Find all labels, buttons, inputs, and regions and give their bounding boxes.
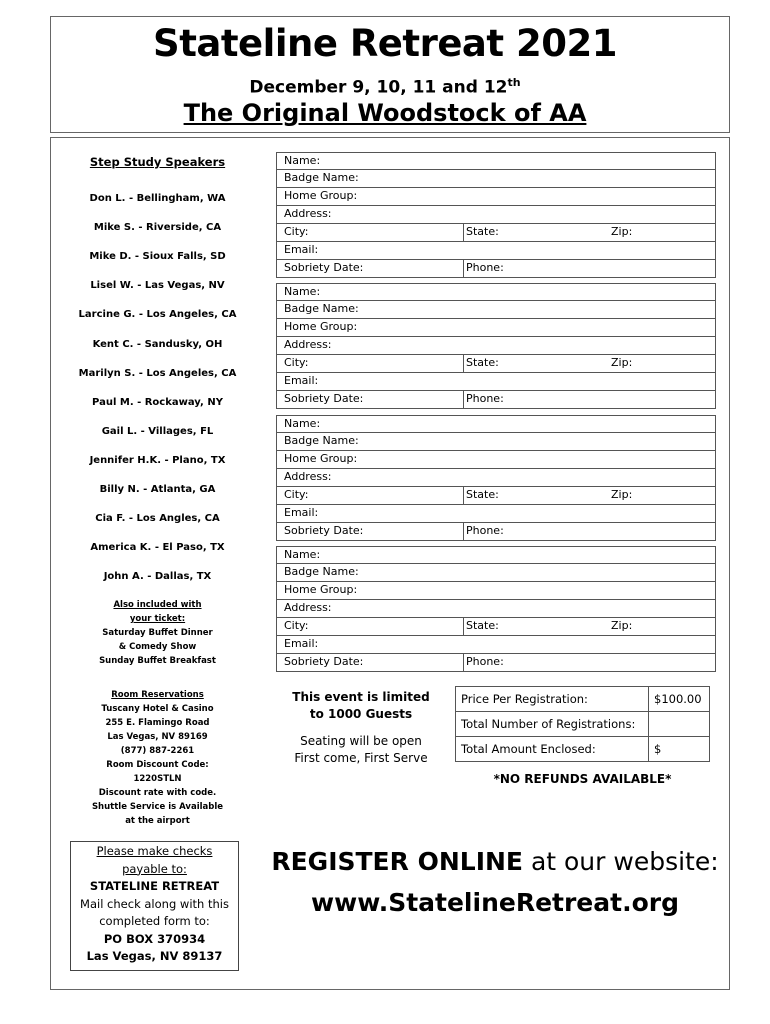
speaker-item: Larcine G. - Los Angeles, CA <box>78 309 237 321</box>
form-label-state: State: <box>463 487 499 504</box>
form-label-home-group: Home Group: <box>284 583 358 596</box>
form-field-name[interactable] <box>276 152 716 170</box>
form-field-email[interactable] <box>276 242 716 260</box>
speaker-item: Paul M. - Rockaway, NY <box>92 396 223 408</box>
form-label-badge-name: Badge Name: <box>284 434 359 447</box>
register-online-line <box>245 845 745 879</box>
form-label-address: Address: <box>284 470 332 483</box>
form-label-name: Name: <box>284 285 321 298</box>
website-link[interactable]: www.StatelineRetreat.org <box>311 888 679 917</box>
form-field-city[interactable] <box>276 487 716 505</box>
count-label: Total Number of Registrations: <box>456 712 649 737</box>
count-value-field[interactable] <box>649 712 710 737</box>
speaker-item: John A. - Dallas, TX <box>103 571 212 583</box>
form-field-city[interactable] <box>276 355 716 373</box>
seating-line: First come, First Serve <box>294 751 428 765</box>
checks-line: completed form to: <box>99 914 210 928</box>
form-label-phone: Phone: <box>463 260 504 277</box>
form-label-city: City: <box>284 488 309 501</box>
pricing-table <box>455 686 710 762</box>
speaker-item: Kent C. - Sandusky, OH <box>92 338 223 350</box>
form-field-badge-name[interactable] <box>276 301 716 319</box>
total-value-field[interactable]: $ <box>649 737 710 762</box>
form-label-zip: Zip: <box>611 356 633 369</box>
form-label-state: State: <box>463 355 499 372</box>
form-label-email: Email: <box>284 374 319 387</box>
form-label-state: State: <box>463 224 499 241</box>
event-dates-main: December 9, 10, 11 and 12 <box>249 77 508 98</box>
included-section <box>60 598 255 668</box>
form-field-name[interactable] <box>276 283 716 301</box>
form-label-email: Email: <box>284 243 319 256</box>
room-info-line: (877) 887-2261 <box>120 746 195 756</box>
form-field-badge-name[interactable] <box>276 433 716 451</box>
form-label-address: Address: <box>284 601 332 614</box>
form-field-badge-name[interactable] <box>276 564 716 582</box>
room-reservations-heading: Room Reservations <box>111 690 204 700</box>
price-row <box>456 687 710 712</box>
no-refunds-note: *NO REFUNDS AVAILABLE* <box>493 772 672 786</box>
form-field-address[interactable] <box>276 469 716 487</box>
form-field-sobriety-date[interactable] <box>276 654 716 672</box>
checks-line: Mail check along with this <box>80 896 229 911</box>
form-label-zip: Zip: <box>611 619 633 632</box>
speaker-item: Lisel W. - Las Vegas, NV <box>90 280 225 292</box>
form-label-badge-name: Badge Name: <box>284 565 359 578</box>
form-label-name: Name: <box>284 154 321 167</box>
form-label-home-group: Home Group: <box>284 452 358 465</box>
speaker-item: Jennifer H.K. - Plano, TX <box>89 454 226 466</box>
form-label-zip: Zip: <box>611 225 633 238</box>
price-value: $100.00 <box>649 687 710 712</box>
page-subtitle: The Original Woodstock of AA <box>183 99 587 127</box>
form-label-badge-name: Badge Name: <box>284 171 359 184</box>
form-field-address[interactable] <box>276 337 716 355</box>
page-title: Stateline Retreat 2021 <box>153 22 617 65</box>
event-dates <box>0 72 770 99</box>
event-limit-note <box>276 689 446 723</box>
form-field-email[interactable] <box>276 505 716 523</box>
form-label-badge-name: Badge Name: <box>284 302 359 315</box>
included-item: & Comedy Show <box>118 642 197 652</box>
form-field-address[interactable] <box>276 600 716 618</box>
checks-payee: STATELINE RETREAT <box>89 879 220 893</box>
form-field-badge-name[interactable] <box>276 170 716 188</box>
speaker-item: Mike S. - Riverside, CA <box>93 222 222 234</box>
checks-line: Please make checks <box>96 844 213 858</box>
speaker-item: America K. - El Paso, TX <box>90 542 225 554</box>
seating-note <box>276 733 446 767</box>
room-info-line: 255 E. Flamingo Road <box>105 718 210 728</box>
form-label-phone: Phone: <box>463 391 504 408</box>
speaker-item: Don L. - Bellingham, WA <box>89 193 226 204</box>
checks-line: payable to: <box>122 861 187 876</box>
form-field-city[interactable] <box>276 618 716 636</box>
included-item: Sunday Buffet Breakfast <box>99 656 216 666</box>
room-info-line: Room Discount Code: <box>106 760 209 770</box>
room-info-line: Las Vegas, NV 89169 <box>107 732 208 742</box>
form-label-name: Name: <box>284 548 321 561</box>
form-field-home-group[interactable] <box>276 582 716 600</box>
form-field-email[interactable] <box>276 373 716 391</box>
form-label-state: State: <box>463 618 499 635</box>
register-online-bold: REGISTER ONLINE <box>271 847 523 876</box>
form-field-home-group[interactable] <box>276 319 716 337</box>
price-label: Price Per Registration: <box>456 687 649 712</box>
seating-line: Seating will be open <box>300 734 422 748</box>
speaker-item: Marilyn S. - Los Angeles, CA <box>78 367 237 379</box>
speakers-heading: Step Study Speakers <box>89 155 226 169</box>
room-info-line: Discount rate with code. <box>98 788 217 798</box>
speaker-item: Billy N. - Atlanta, GA <box>99 484 216 495</box>
form-label-zip: Zip: <box>611 488 633 501</box>
checks-payable-box <box>70 841 239 971</box>
event-dates-suffix: th <box>507 76 521 89</box>
form-field-name[interactable] <box>276 415 716 433</box>
event-limit-line: This event is limited <box>292 690 430 704</box>
form-label-sobriety-date: Sobriety Date: <box>284 655 364 668</box>
form-field-city[interactable] <box>276 224 716 242</box>
form-field-address[interactable] <box>276 206 716 224</box>
form-field-email[interactable] <box>276 636 716 654</box>
form-field-sobriety-date[interactable] <box>276 523 716 541</box>
form-label-home-group: Home Group: <box>284 320 358 333</box>
form-field-sobriety-date[interactable] <box>276 260 716 278</box>
count-row <box>456 712 710 737</box>
form-label-city: City: <box>284 619 309 632</box>
form-label-phone: Phone: <box>463 654 504 671</box>
form-label-address: Address: <box>284 207 332 220</box>
event-limit-line: to 1000 Guests <box>309 707 413 721</box>
form-label-phone: Phone: <box>463 523 504 540</box>
included-heading-1: Also included with <box>113 600 202 610</box>
form-label-email: Email: <box>284 506 319 519</box>
form-label-email: Email: <box>284 637 319 650</box>
form-field-sobriety-date[interactable] <box>276 391 716 409</box>
form-field-name[interactable] <box>276 546 716 564</box>
form-label-sobriety-date: Sobriety Date: <box>284 261 364 274</box>
form-label-home-group: Home Group: <box>284 189 358 202</box>
speaker-item: Cia F. - Los Angles, CA <box>95 513 220 525</box>
checks-po-box: PO BOX 370934 <box>103 931 206 946</box>
form-label-name: Name: <box>284 417 321 430</box>
total-label: Total Amount Enclosed: <box>456 737 649 762</box>
room-info-line: at the airport <box>125 816 190 826</box>
speaker-item: Mike D. - Sioux Falls, SD <box>89 251 226 263</box>
total-row <box>456 737 710 762</box>
included-heading-2: your ticket: <box>129 614 186 624</box>
room-info-line: 1220STLN <box>133 774 182 784</box>
room-info-line: Shuttle Service is Available <box>91 802 224 812</box>
form-field-home-group[interactable] <box>276 451 716 469</box>
form-label-city: City: <box>284 225 309 238</box>
checks-city: Las Vegas, NV 89137 <box>86 949 223 963</box>
room-reservations-section <box>60 688 255 828</box>
form-label-sobriety-date: Sobriety Date: <box>284 392 364 405</box>
room-info-line: Tuscany Hotel & Casino <box>101 704 214 714</box>
included-item: Saturday Buffet Dinner <box>102 628 213 638</box>
form-label-sobriety-date: Sobriety Date: <box>284 524 364 537</box>
register-online-rest: at our website: <box>523 847 719 876</box>
form-label-city: City: <box>284 356 309 369</box>
form-label-address: Address: <box>284 338 332 351</box>
speaker-item: Gail L. - Villages, FL <box>101 425 214 437</box>
form-field-home-group[interactable] <box>276 188 716 206</box>
